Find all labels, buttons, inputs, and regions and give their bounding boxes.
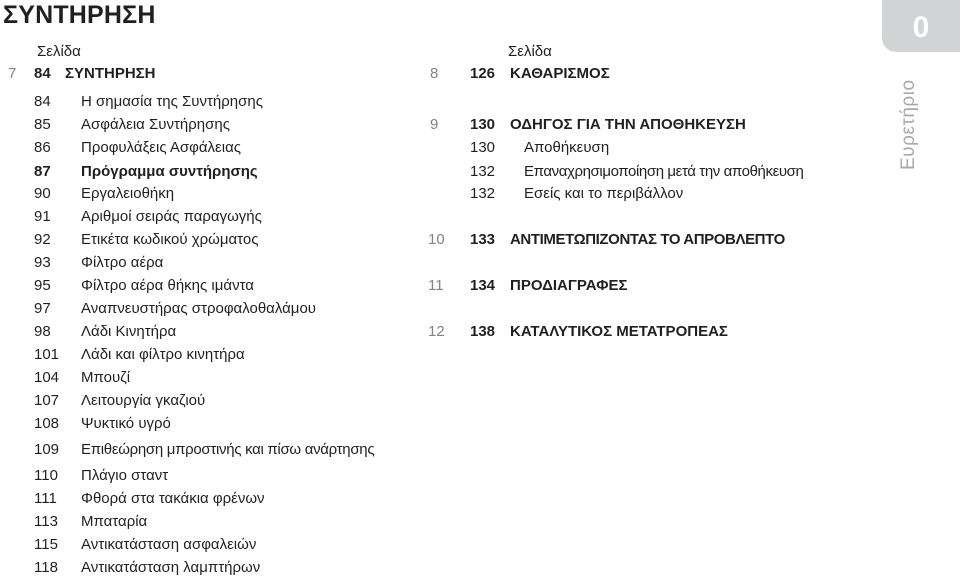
chapter-number: 10: [428, 231, 445, 248]
toc-entry-label: Φθορά στα τακάκια φρένων: [81, 490, 265, 507]
page-number: 98: [34, 323, 51, 340]
page-number: 133: [470, 231, 496, 248]
toc-entry-label: Πρόγραμμα συντήρησης: [81, 163, 258, 180]
page-number: 109: [34, 441, 60, 458]
toc-section-label: ΠΡΟΔΙΑΓΡΑΦΕΣ: [510, 277, 628, 294]
toc-entry-label: Πλάγιο σταντ: [81, 467, 169, 484]
toc-entry-label: Η σημασία της Συντήρησης: [81, 93, 263, 110]
page-number: 93: [34, 254, 51, 271]
toc-entry-label: Αποθήκευση: [524, 139, 610, 156]
page-number: 132: [470, 185, 496, 202]
page-number: 138: [470, 323, 496, 340]
page-number: 110: [34, 467, 58, 484]
page-number: 92: [34, 231, 51, 248]
toc-section-label: ΟΔΗΓΟΣ ΓΙΑ ΤΗΝ ΑΠΟΘΗΚΕΥΣΗ: [510, 116, 746, 133]
toc-section-label: ΑΝΤΙΜΕΤΩΠΙΖΟΝΤΑΣ ΤΟ ΑΠΡΟΒΛΕΠΤΟ: [510, 231, 785, 248]
toc-entry-label: Μπαταρία: [81, 513, 148, 530]
page-title: ΣΥΝΤΗΡΗΣΗ: [3, 1, 156, 29]
page-column-header: Σελίδα: [37, 43, 81, 60]
chapter-number: 9: [430, 116, 439, 133]
toc-entry-label: Λάδι και φίλτρο κινητήρα: [81, 346, 245, 363]
page-number: 132: [470, 163, 496, 180]
toc-entry-label: Λάδι Κινητήρα: [81, 323, 177, 340]
chapter-number: 11: [428, 277, 444, 294]
toc-entry-label: Αντικατάσταση ασφαλειών: [81, 536, 257, 553]
toc-entry-label: Φίλτρο αέρα: [81, 254, 164, 271]
page-number: 126: [470, 65, 496, 82]
page-number: 91: [34, 208, 51, 225]
page-number: 130: [470, 116, 496, 133]
page-number: 84: [34, 65, 51, 82]
toc-section-label: ΚΑΘΑΡΙΣΜΟΣ: [510, 65, 610, 82]
toc-section-label: ΚΑΤΑΛΥΤΙΚΟΣ ΜΕΤΑΤΡΟΠΕΑΣ: [510, 323, 728, 340]
toc-entry-label: Εσείς και το περιβάλλον: [524, 185, 684, 202]
page-column-header: Σελίδα: [508, 43, 552, 60]
page-number: 130: [470, 139, 496, 156]
page-number: 84: [34, 93, 51, 110]
toc-heading: ΣΥΝΤΗΡΗΣΗ: [65, 65, 156, 82]
toc-entry-label: Μπουζί: [81, 369, 131, 386]
page-number: 113: [34, 513, 58, 530]
page-number: 90: [34, 185, 51, 202]
page-number: 97: [34, 300, 51, 317]
toc-entry-label: Αριθμοί σειράς παραγωγής: [81, 208, 262, 225]
page-number: 85: [34, 116, 51, 133]
page-number: 118: [34, 559, 58, 576]
chapter-number: 12: [428, 323, 445, 340]
toc-entry-label: Ασφάλεια Συντήρησης: [81, 116, 230, 133]
toc-entry-label: Ετικέτα κωδικού χρώματος: [81, 231, 259, 248]
chapter-number: 7: [8, 65, 17, 82]
toc-entry-label: Αναπνευστήρας στροφαλοθαλάμου: [81, 300, 316, 317]
toc-entry-label: Επιθεώρηση μπροστινής και πίσω ανάρτησης: [81, 441, 375, 458]
page-number: 104: [34, 369, 60, 386]
page-number: 95: [34, 277, 51, 294]
page-number: 86: [34, 139, 51, 156]
page-number: 108: [34, 415, 60, 432]
toc-entry-label: Λειτουργία γκαζιού: [81, 392, 206, 409]
toc-entry-label: Προφυλάξεις Ασφάλειας: [81, 139, 241, 156]
toc-entry-label: Φίλτρο αέρα θήκης ιμάντα: [81, 277, 254, 294]
page-tab-number: 0: [912, 11, 930, 44]
page-number: 101: [34, 346, 60, 363]
page-number: 107: [34, 392, 60, 409]
page-number: 87: [34, 163, 51, 180]
toc-entry-label: Αντικατάσταση λαμπτήρων: [81, 559, 261, 576]
toc-entry-label: Ψυκτικό υγρό: [81, 415, 171, 432]
page-number: 115: [34, 536, 58, 553]
page-number: 134: [470, 277, 496, 294]
page-number: 111: [34, 490, 57, 507]
chapter-number: 8: [430, 65, 439, 82]
index-side-label: Ευρετήριο: [898, 79, 919, 170]
toc-entry-label: Εργαλειοθήκη: [81, 185, 175, 202]
toc-entry-label: Επαναχρησιμοποίηση μετά την αποθήκευση: [524, 163, 804, 180]
